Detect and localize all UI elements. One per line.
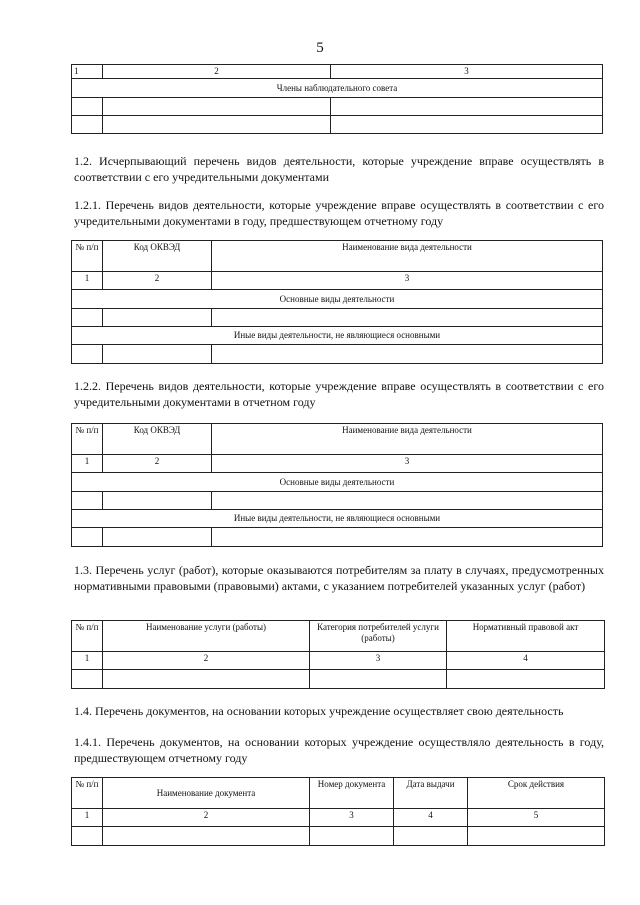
header-cell: № п/п bbox=[72, 621, 103, 652]
paid-services-table bbox=[71, 620, 605, 689]
empty-cell[interactable] bbox=[103, 116, 331, 134]
column-number-cell: 3 bbox=[212, 455, 603, 473]
activities-prev-year-table bbox=[71, 240, 603, 364]
empty-cell[interactable] bbox=[447, 670, 605, 689]
main-activities-row: Основные виды деятельности bbox=[72, 290, 603, 309]
empty-cell[interactable] bbox=[72, 345, 103, 364]
empty-cell[interactable] bbox=[310, 827, 394, 846]
empty-cell[interactable] bbox=[72, 309, 103, 327]
column-number-cell: 2 bbox=[103, 65, 331, 79]
paragraph-1-3: 1.3. Перечень услуг (работ), которые оказываются потребителям за плату в случаях, предусмотренных нормативными правовыми (правовыми) актами, с указанием потребителей указанных услуг (работ) bbox=[74, 563, 604, 593]
paragraph-1-4: 1.4. Перечень документов, на основании которых учреждение осуществляет свою деятельность bbox=[74, 704, 564, 718]
header-cell: Номер документа bbox=[310, 778, 394, 809]
column-number-cell: 1 bbox=[72, 652, 103, 670]
empty-cell[interactable] bbox=[103, 528, 212, 547]
empty-cell[interactable] bbox=[103, 98, 331, 116]
column-number-cell: 2 bbox=[103, 652, 310, 670]
paragraph-1-4-1: 1.4.1. Перечень документов, на основании которых учреждение осуществляло деятельность в году, предшествующем отчетному году bbox=[74, 735, 604, 765]
header-cell: Дата выдачи bbox=[394, 778, 468, 809]
supervisory-board-table bbox=[71, 64, 603, 134]
column-number-cell: 3 bbox=[310, 809, 394, 827]
column-number-cell: 2 bbox=[103, 809, 310, 827]
column-number-cell: 5 bbox=[468, 809, 605, 827]
empty-cell[interactable] bbox=[212, 345, 603, 364]
header-cell: № п/п bbox=[72, 424, 103, 455]
header-cell: № п/п bbox=[72, 778, 103, 809]
activities-current-year-table bbox=[71, 423, 603, 547]
empty-cell[interactable] bbox=[394, 827, 468, 846]
paragraph-1-2-2: 1.2.2. Перечень видов деятельности, которые учреждение вправе осуществлять в соответствии с его учредительными документами в отчетном году bbox=[74, 379, 604, 409]
header-cell: Категория потребителей услуги (работы) bbox=[310, 621, 447, 652]
column-number-cell: 1 bbox=[72, 809, 103, 827]
column-number-cell: 4 bbox=[447, 652, 605, 670]
header-cell: Наименование документа bbox=[103, 778, 310, 809]
column-number-cell: 1 bbox=[72, 272, 103, 290]
empty-cell[interactable] bbox=[103, 345, 212, 364]
column-number-cell: 1 bbox=[72, 65, 103, 79]
column-number-cell: 1 bbox=[72, 455, 103, 473]
empty-cell[interactable] bbox=[212, 309, 603, 327]
header-cell: № п/п bbox=[72, 241, 103, 272]
empty-cell[interactable] bbox=[72, 98, 103, 116]
other-activities-row: Иные виды деятельности, не являющиеся основными bbox=[72, 327, 603, 345]
empty-cell[interactable] bbox=[72, 492, 103, 510]
other-activities-row: Иные виды деятельности, не являющиеся основными bbox=[72, 510, 603, 528]
column-number-cell: 3 bbox=[212, 272, 603, 290]
header-cell: Наименование вида деятельности bbox=[212, 241, 603, 272]
header-cell: Срок действия bbox=[468, 778, 605, 809]
empty-cell[interactable] bbox=[331, 116, 603, 134]
empty-cell[interactable] bbox=[72, 827, 103, 846]
header-cell: Код ОКВЭД bbox=[103, 424, 212, 455]
empty-cell[interactable] bbox=[468, 827, 605, 846]
header-cell: Наименование услуги (работы) bbox=[103, 621, 310, 652]
column-number-cell: 3 bbox=[331, 65, 603, 79]
empty-cell[interactable] bbox=[212, 528, 603, 547]
header-cell: Код ОКВЭД bbox=[103, 241, 212, 272]
empty-cell[interactable] bbox=[212, 492, 603, 510]
column-number-cell: 2 bbox=[103, 455, 212, 473]
paragraph-1-2: 1.2. Исчерпывающий перечень видов деятельности, которые учреждение вправе осуществлять в соответствии с его учредительными документами bbox=[74, 154, 604, 184]
section-row: Члены наблюдательного совета bbox=[72, 79, 603, 98]
empty-cell[interactable] bbox=[103, 309, 212, 327]
main-activities-row: Основные виды деятельности bbox=[72, 473, 603, 492]
page-number: 5 bbox=[316, 40, 324, 56]
empty-cell[interactable] bbox=[331, 98, 603, 116]
documents-table bbox=[71, 777, 605, 846]
empty-cell[interactable] bbox=[72, 670, 103, 689]
header-cell: Наименование вида деятельности bbox=[212, 424, 603, 455]
empty-cell[interactable] bbox=[103, 827, 310, 846]
paragraph-1-2-1: 1.2.1. Перечень видов деятельности, которые учреждение вправе осуществлять в соответствии с его учредительными документами в году, предшествующем отчетному году bbox=[74, 198, 604, 228]
empty-cell[interactable] bbox=[103, 492, 212, 510]
header-cell: Нормативный правовой акт bbox=[447, 621, 605, 652]
empty-cell[interactable] bbox=[310, 670, 447, 689]
empty-cell[interactable] bbox=[103, 670, 310, 689]
column-number-cell: 2 bbox=[103, 272, 212, 290]
empty-cell[interactable] bbox=[72, 528, 103, 547]
column-number-cell: 3 bbox=[310, 652, 447, 670]
column-number-cell: 4 bbox=[394, 809, 468, 827]
empty-cell[interactable] bbox=[72, 116, 103, 134]
